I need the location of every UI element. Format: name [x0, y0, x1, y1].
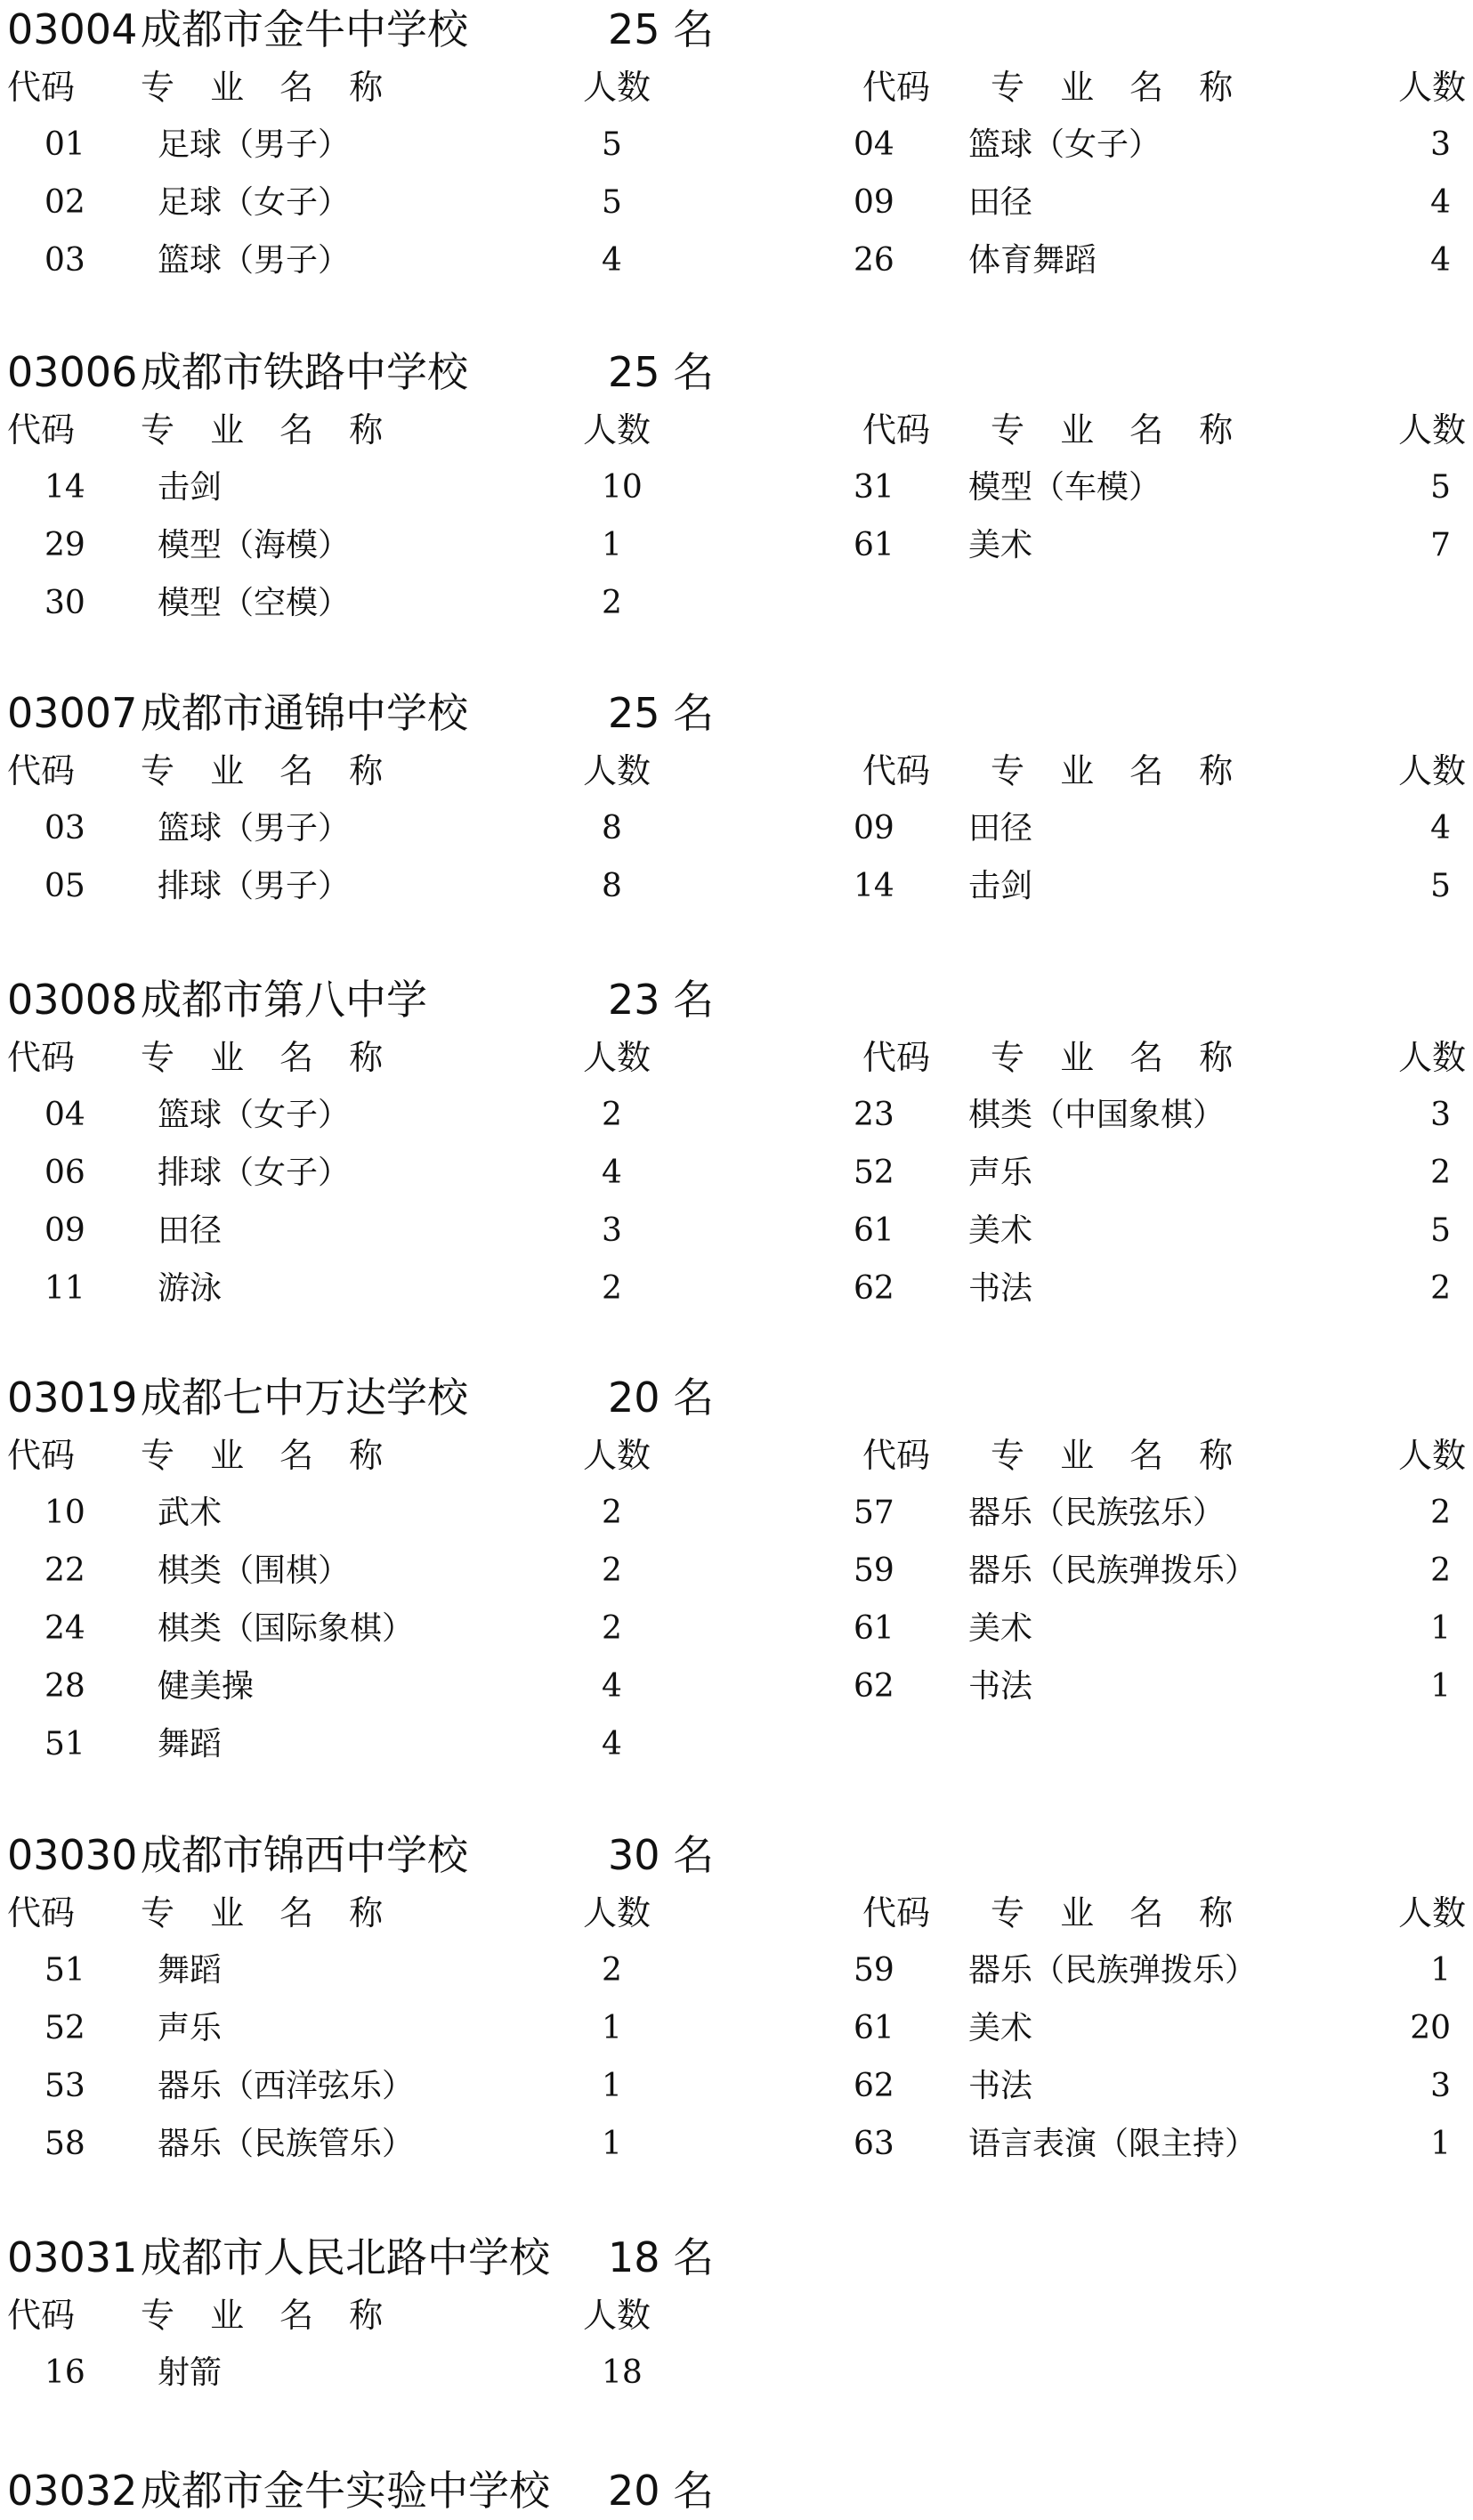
header-name: 专 业 名 称 [141, 2296, 396, 2335]
school-title [0, 684, 1473, 742]
program-count: 4 [602, 242, 622, 279]
column-header-row [0, 742, 1473, 799]
program-code: 14 [45, 469, 85, 506]
table-row [0, 1086, 1473, 1144]
program-code: 16 [45, 2354, 85, 2391]
program-name: 足球（女子） [158, 184, 351, 221]
header-name: 专 业 名 称 [141, 1038, 396, 1077]
program-code: 58 [45, 2126, 85, 2162]
table-row [0, 116, 1473, 174]
header-code: 代码 [7, 410, 76, 450]
header-code: 代码 [7, 1436, 76, 1475]
program-name: 书法 [968, 1270, 1033, 1307]
program-name: 击剑 [968, 868, 1033, 904]
header-count: 人数 [583, 2296, 652, 2335]
school-title [0, 2461, 1473, 2520]
table-row [0, 1484, 1473, 1542]
program-code: 61 [854, 1610, 894, 1647]
header-count: 人数 [1397, 1436, 1466, 1475]
program-code: 53 [45, 2068, 85, 2104]
program-table [0, 1086, 1473, 1317]
program-name: 田径 [968, 184, 1033, 221]
program-count: 5 [1430, 868, 1451, 904]
header-name: 专 业 名 称 [991, 751, 1246, 790]
program-name: 武术 [158, 1495, 223, 1531]
program-name: 器乐（民族弹拨乐） [968, 1952, 1258, 1989]
table-row [0, 516, 1473, 574]
program-count: 1 [1430, 1952, 1451, 1989]
table-row [0, 2344, 1473, 2402]
program-code: 03 [45, 242, 85, 279]
school-quota: 18 名 [608, 2233, 715, 2281]
program-count: 2 [1430, 1270, 1451, 1307]
header-name: 专 业 名 称 [141, 68, 396, 107]
header-code: 代码 [862, 751, 931, 790]
table-row [0, 857, 1473, 915]
program-count: 2 [602, 585, 622, 621]
program-name: 器乐（民族弹拨乐） [968, 1552, 1258, 1589]
program-code: 52 [45, 2010, 85, 2046]
program-count: 2 [602, 1270, 622, 1307]
program-name: 棋类（国际象棋） [158, 1610, 415, 1647]
program-code: 61 [854, 2010, 894, 2046]
program-code: 06 [45, 1155, 85, 1191]
school-quota: 23 名 [608, 976, 715, 1024]
program-count: 8 [602, 868, 622, 904]
program-count: 5 [1430, 469, 1451, 506]
school-title [0, 2228, 1473, 2287]
school-quota: 20 名 [608, 1373, 715, 1422]
school-quota: 25 名 [608, 689, 715, 737]
program-code: 05 [45, 868, 85, 904]
program-name: 器乐（西洋弦乐） [158, 2068, 415, 2104]
header-name: 专 业 名 称 [991, 410, 1246, 450]
program-name: 棋类（围棋） [158, 1552, 351, 1589]
program-code: 11 [45, 1270, 85, 1307]
header-count: 人数 [583, 68, 652, 107]
program-code: 61 [854, 1212, 894, 1249]
school-title [0, 970, 1473, 1029]
school-name: 成都七中万达学校 [141, 1373, 468, 1422]
program-code: 09 [854, 184, 894, 221]
school-name: 成都市人民北路中学校 [141, 2233, 550, 2281]
school-section [0, 1368, 1473, 1773]
program-code: 59 [854, 1552, 894, 1589]
header-count: 人数 [583, 1893, 652, 1933]
table-row [0, 1202, 1473, 1260]
table-row [0, 574, 1473, 632]
program-count: 10 [602, 469, 643, 506]
header-name: 专 业 名 称 [991, 1893, 1246, 1933]
program-name: 舞蹈 [158, 1726, 223, 1762]
table-row [0, 1715, 1473, 1773]
school-quota: 30 名 [608, 1831, 715, 1879]
header-count: 人数 [583, 410, 652, 450]
column-header-row [0, 1884, 1473, 1941]
program-code: 63 [854, 2126, 894, 2162]
program-table [0, 1484, 1473, 1773]
school-name: 成都市金牛实验中学校 [141, 2467, 550, 2515]
school-name: 成都市金牛中学校 [141, 5, 468, 53]
table-row [0, 799, 1473, 857]
school-code: 03032 [7, 2467, 138, 2515]
program-count: 1 [602, 2068, 622, 2104]
program-code: 29 [45, 527, 85, 563]
table-row [0, 2057, 1473, 2115]
header-code: 代码 [7, 1893, 76, 1933]
program-code: 26 [854, 242, 894, 279]
header-code: 代码 [862, 410, 931, 450]
program-count: 2 [1430, 1495, 1451, 1531]
header-code: 代码 [7, 68, 76, 107]
program-code: 52 [854, 1155, 894, 1191]
program-table [0, 116, 1473, 289]
program-code: 09 [45, 1212, 85, 1249]
program-name: 美术 [968, 2010, 1033, 2046]
program-code: 59 [854, 1952, 894, 1989]
program-code: 28 [45, 1668, 85, 1705]
column-header-row [0, 1427, 1473, 1484]
program-name: 足球（男子） [158, 126, 351, 163]
header-code: 代码 [862, 68, 931, 107]
table-row [0, 1144, 1473, 1202]
program-count: 3 [602, 1212, 622, 1249]
program-table [0, 799, 1473, 915]
program-name: 排球（女子） [158, 1155, 351, 1191]
program-count: 7 [1430, 527, 1451, 563]
program-count: 3 [1430, 1097, 1451, 1133]
program-name: 健美操 [158, 1668, 255, 1705]
header-count: 人数 [583, 1436, 652, 1475]
program-name: 篮球（女子） [158, 1097, 351, 1133]
program-code: 51 [45, 1726, 85, 1762]
program-table [0, 2344, 1473, 2402]
program-code: 04 [854, 126, 894, 163]
table-row [0, 231, 1473, 289]
header-code: 代码 [862, 1038, 931, 1077]
program-name: 美术 [968, 1610, 1033, 1647]
school-code: 03030 [7, 1831, 138, 1879]
program-name: 书法 [968, 2068, 1033, 2104]
program-count: 1 [602, 2010, 622, 2046]
program-name: 体育舞蹈 [968, 242, 1097, 279]
program-name: 篮球（男子） [158, 242, 351, 279]
program-count: 1 [1430, 2126, 1451, 2162]
program-name: 棋类（中国象棋） [968, 1097, 1226, 1133]
program-code: 14 [854, 868, 894, 904]
program-code: 62 [854, 1668, 894, 1705]
program-count: 4 [1430, 242, 1451, 279]
program-code: 22 [45, 1552, 85, 1589]
school-title [0, 1368, 1473, 1427]
program-count: 4 [602, 1155, 622, 1191]
program-name: 游泳 [158, 1270, 223, 1307]
column-header-row [0, 59, 1473, 116]
program-name: 舞蹈 [158, 1952, 223, 1989]
program-code: 62 [854, 1270, 894, 1307]
table-row [0, 174, 1473, 231]
school-title [0, 343, 1473, 401]
program-name: 击剑 [158, 469, 223, 506]
school-name: 成都市第八中学 [141, 976, 427, 1024]
school-quota: 20 名 [608, 2467, 715, 2515]
header-code: 代码 [862, 1436, 931, 1475]
school-section [0, 684, 1473, 915]
school-section [0, 343, 1473, 632]
program-code: 62 [854, 2068, 894, 2104]
school-section [0, 2228, 1473, 2402]
school-title [0, 0, 1473, 59]
program-count: 3 [1430, 2068, 1451, 2104]
program-name: 模型（空模） [158, 585, 351, 621]
school-name: 成都市通锦中学校 [141, 689, 468, 737]
program-count: 4 [1430, 810, 1451, 847]
school-title [0, 1826, 1473, 1884]
header-code: 代码 [7, 2296, 76, 2335]
school-name: 成都市锦西中学校 [141, 1831, 468, 1879]
school-quota: 25 名 [608, 5, 715, 53]
program-count: 2 [1430, 1552, 1451, 1589]
school-code: 03031 [7, 2233, 138, 2281]
school-section [0, 1826, 1473, 2173]
program-count: 1 [602, 2126, 622, 2162]
header-code: 代码 [7, 1038, 76, 1077]
table-row [0, 2115, 1473, 2173]
header-code: 代码 [7, 751, 76, 790]
program-code: 24 [45, 1610, 85, 1647]
program-code: 02 [45, 184, 85, 221]
program-name: 美术 [968, 1212, 1033, 1249]
program-name: 田径 [968, 810, 1033, 847]
program-count: 1 [1430, 1668, 1451, 1705]
program-count: 4 [602, 1726, 622, 1762]
table-row [0, 1260, 1473, 1317]
table-row [0, 458, 1473, 516]
program-count: 5 [602, 126, 622, 163]
program-name: 书法 [968, 1668, 1033, 1705]
program-count: 4 [1430, 184, 1451, 221]
school-quota: 25 名 [608, 348, 715, 396]
program-code: 09 [854, 810, 894, 847]
program-name: 美术 [968, 527, 1033, 563]
table-row [0, 1941, 1473, 1999]
table-row [0, 1657, 1473, 1715]
program-table [0, 458, 1473, 632]
program-count: 2 [602, 1610, 622, 1647]
school-section [0, 0, 1473, 289]
program-count: 2 [602, 1495, 622, 1531]
program-name: 声乐 [158, 2010, 223, 2046]
header-count: 人数 [1397, 751, 1466, 790]
column-header-row [0, 1029, 1473, 1086]
program-count: 18 [602, 2354, 643, 2391]
program-code: 61 [854, 527, 894, 563]
header-name: 专 业 名 称 [141, 751, 396, 790]
header-count: 人数 [1397, 1893, 1466, 1933]
program-count: 8 [602, 810, 622, 847]
column-header-row [0, 2287, 1473, 2344]
program-count: 2 [602, 1952, 622, 1989]
program-table [0, 1941, 1473, 2173]
program-name: 模型（车模） [968, 469, 1161, 506]
school-code: 03004 [7, 5, 138, 53]
school-code: 03006 [7, 348, 138, 396]
program-count: 5 [1430, 1212, 1451, 1249]
program-code: 10 [45, 1495, 85, 1531]
school-code: 03008 [7, 976, 138, 1024]
header-count: 人数 [1397, 68, 1466, 107]
header-code: 代码 [862, 1893, 931, 1933]
program-count: 2 [1430, 1155, 1451, 1191]
program-name: 语言表演（限主持） [968, 2126, 1258, 2162]
program-name: 田径 [158, 1212, 223, 1249]
header-count: 人数 [583, 1038, 652, 1077]
header-name: 专 业 名 称 [991, 68, 1246, 107]
program-name: 排球（男子） [158, 868, 351, 904]
table-row [0, 1542, 1473, 1600]
header-name: 专 业 名 称 [991, 1038, 1246, 1077]
column-header-row [0, 401, 1473, 458]
program-name: 器乐（民族管乐） [158, 2126, 415, 2162]
program-code: 30 [45, 585, 85, 621]
program-count: 20 [1410, 2010, 1451, 2046]
school-name: 成都市铁路中学校 [141, 348, 468, 396]
table-row [0, 1999, 1473, 2057]
program-count: 2 [602, 1552, 622, 1589]
program-count: 1 [602, 527, 622, 563]
header-name: 专 业 名 称 [141, 1893, 396, 1933]
header-name: 专 业 名 称 [991, 1436, 1246, 1475]
header-name: 专 业 名 称 [141, 1436, 396, 1475]
program-count: 3 [1430, 126, 1451, 163]
program-code: 03 [45, 810, 85, 847]
program-name: 篮球（女子） [968, 126, 1161, 163]
program-count: 1 [1430, 1610, 1451, 1647]
program-code: 23 [854, 1097, 894, 1133]
school-section [0, 970, 1473, 1317]
header-count: 人数 [583, 751, 652, 790]
program-code: 57 [854, 1495, 894, 1531]
table-row [0, 1600, 1473, 1657]
program-name: 器乐（民族弦乐） [968, 1495, 1226, 1531]
program-code: 31 [854, 469, 894, 506]
program-name: 篮球（男子） [158, 810, 351, 847]
program-name: 射箭 [158, 2354, 223, 2391]
program-name: 声乐 [968, 1155, 1033, 1191]
header-name: 专 业 名 称 [141, 410, 396, 450]
header-count: 人数 [1397, 1038, 1466, 1077]
program-count: 4 [602, 1668, 622, 1705]
school-code: 03007 [7, 689, 138, 737]
header-count: 人数 [1397, 410, 1466, 450]
program-name: 模型（海模） [158, 527, 351, 563]
program-code: 51 [45, 1952, 85, 1989]
program-code: 01 [45, 126, 85, 163]
program-code: 04 [45, 1097, 85, 1133]
program-count: 2 [602, 1097, 622, 1133]
program-count: 5 [602, 184, 622, 221]
school-code: 03019 [7, 1373, 138, 1422]
school-section [0, 2461, 1473, 2520]
